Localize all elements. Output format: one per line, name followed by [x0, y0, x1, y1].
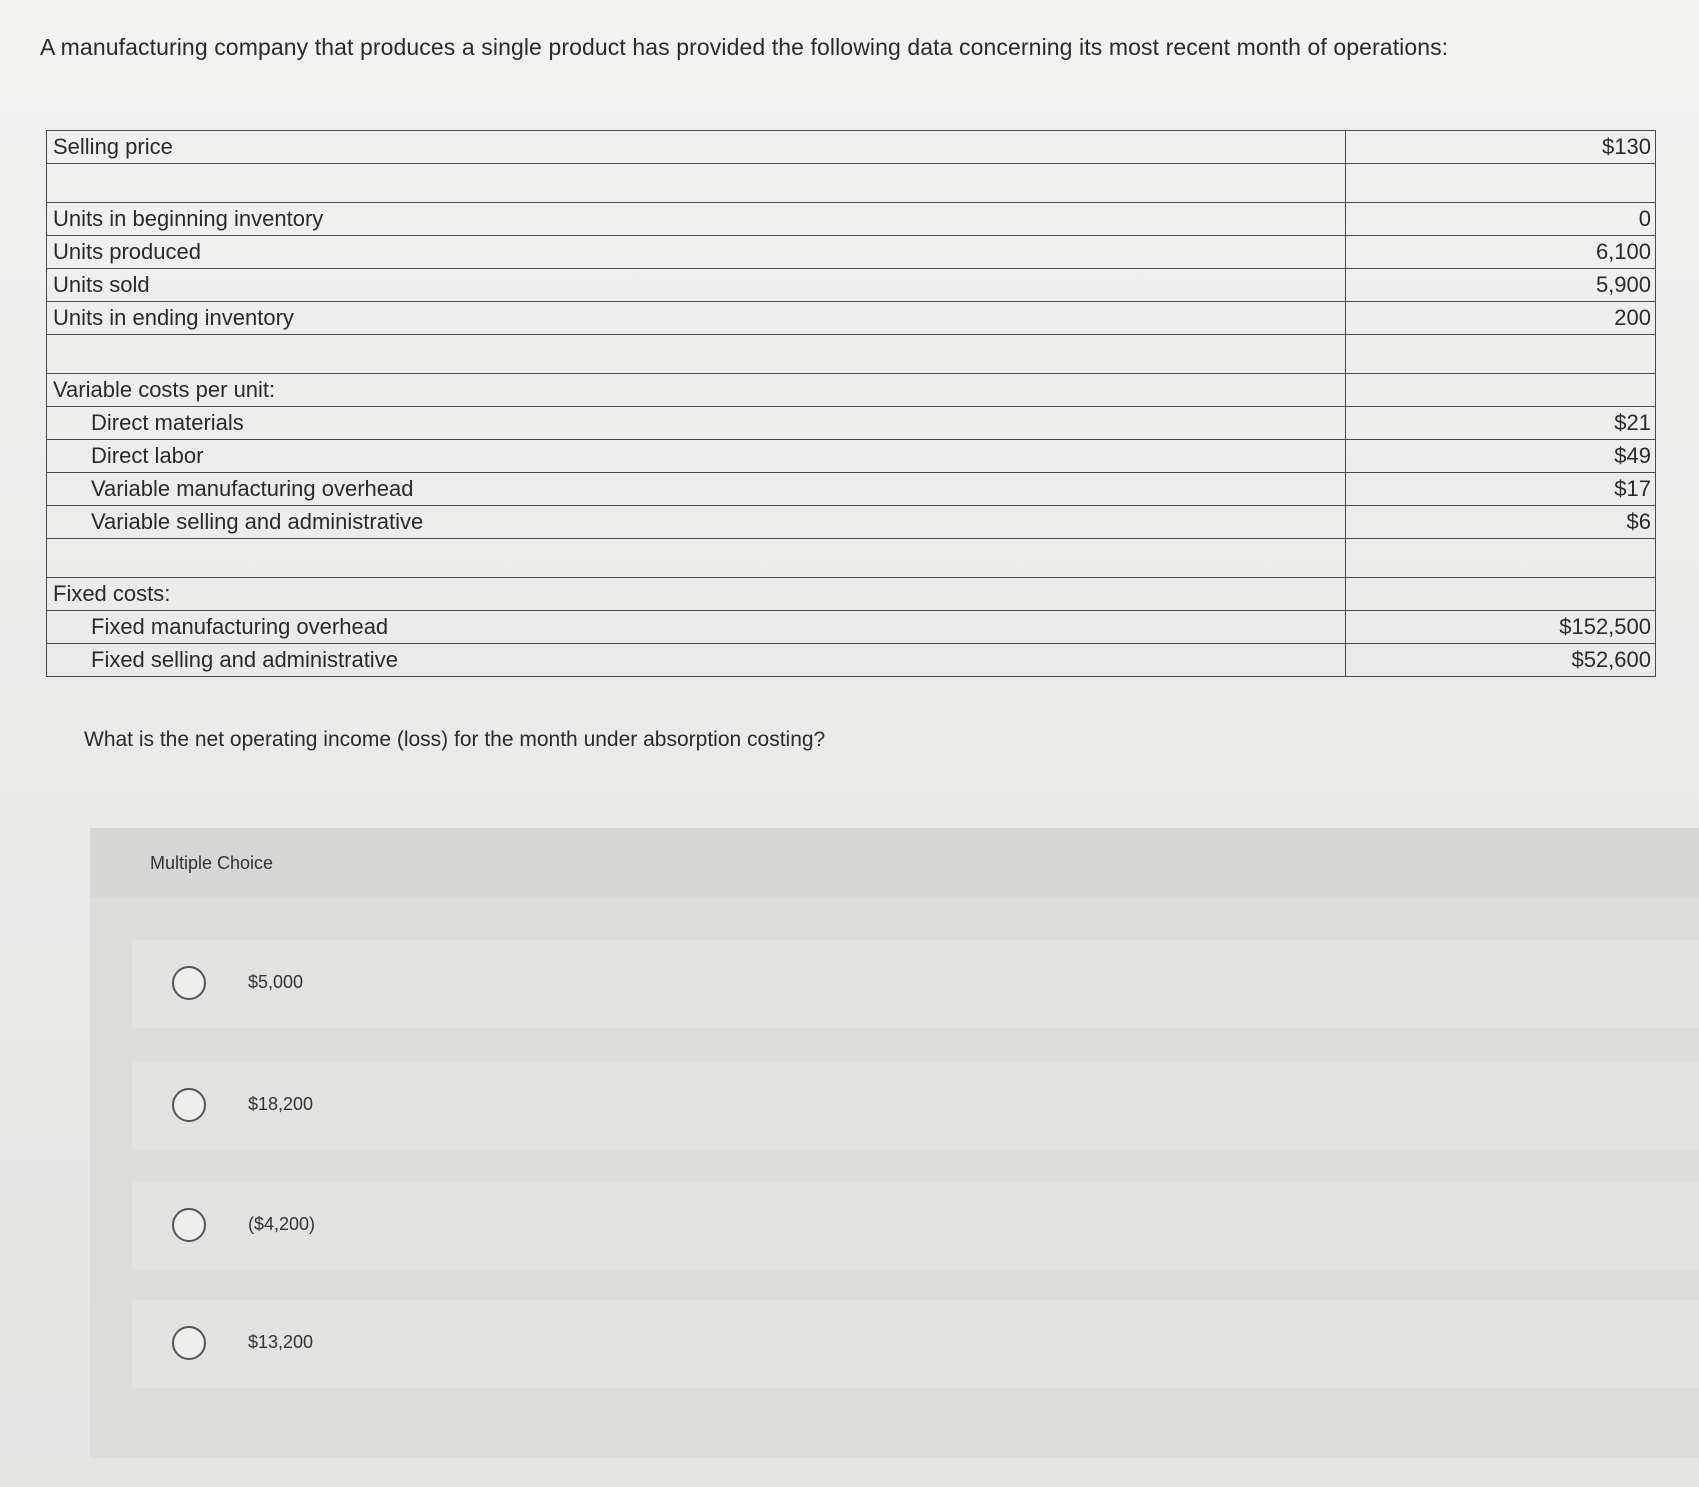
row-label: Fixed manufacturing overhead: [47, 611, 1346, 644]
table-row-empty: [47, 335, 1656, 374]
table-row: [47, 203, 1656, 236]
radio-button[interactable]: [172, 1326, 206, 1360]
data-table: [46, 130, 1656, 677]
answer-option-2[interactable]: [132, 1062, 1699, 1150]
row-label: Variable selling and administrative: [47, 506, 1346, 539]
row-value: 200: [1346, 302, 1656, 335]
table-row-header: [47, 578, 1656, 611]
radio-button[interactable]: [172, 1088, 206, 1122]
row-value: $17: [1346, 473, 1656, 506]
multiple-choice-panel: [90, 828, 1699, 1458]
table-row: [47, 236, 1656, 269]
row-label: Units sold: [47, 269, 1346, 302]
answer-option-3[interactable]: [132, 1182, 1699, 1270]
row-label: Direct labor: [47, 440, 1346, 473]
answer-option-label: $5,000: [248, 972, 304, 992]
radio-button[interactable]: [172, 1208, 206, 1242]
table-row: [47, 407, 1656, 440]
answer-option-label: $18,200: [248, 1094, 314, 1114]
row-label: Units produced: [47, 236, 1346, 269]
row-label: Direct materials: [47, 407, 1346, 440]
row-label: Variable manufacturing overhead: [47, 473, 1346, 506]
row-value: $21: [1346, 407, 1656, 440]
question-intro: A manufacturing company that produces a single product has provided the following data concerning its most recent month of operations:: [40, 34, 1449, 60]
row-label: Units in beginning inventory: [47, 203, 1346, 236]
table-row: [47, 611, 1656, 644]
row-value: 6,100: [1346, 236, 1656, 269]
answer-option-1[interactable]: [132, 940, 1699, 1028]
row-label: Selling price: [47, 131, 1346, 164]
fixed-costs-header: Fixed costs:: [47, 578, 1346, 611]
multiple-choice-title: Multiple Choice: [150, 853, 274, 873]
answer-option-4[interactable]: [132, 1300, 1699, 1388]
table-row: [47, 269, 1656, 302]
row-value: 5,900: [1346, 269, 1656, 302]
row-label: Units in ending inventory: [47, 302, 1346, 335]
table-row: [47, 644, 1656, 677]
table-row: [47, 506, 1656, 539]
answer-option-label: $13,200: [248, 1332, 314, 1352]
row-value: $130: [1346, 131, 1656, 164]
row-value: 0: [1346, 203, 1656, 236]
answer-option-label: ($4,200): [248, 1214, 316, 1234]
table-row-header: [47, 374, 1656, 407]
question-text: What is the net operating income (loss) for the month under absorption costing?: [84, 728, 826, 751]
row-value: $52,600: [1346, 644, 1656, 677]
row-value: $49: [1346, 440, 1656, 473]
table-row: [47, 440, 1656, 473]
table-row: [47, 131, 1656, 164]
table-row-empty: [47, 539, 1656, 578]
table-row: [47, 302, 1656, 335]
table-row: [47, 473, 1656, 506]
row-label: Fixed selling and administrative: [47, 644, 1346, 677]
multiple-choice-header: [90, 828, 1699, 898]
variable-costs-header: Variable costs per unit:: [47, 374, 1346, 407]
table-row-empty: [47, 164, 1656, 203]
row-value: $152,500: [1346, 611, 1656, 644]
radio-button[interactable]: [172, 966, 206, 1000]
row-value: $6: [1346, 506, 1656, 539]
